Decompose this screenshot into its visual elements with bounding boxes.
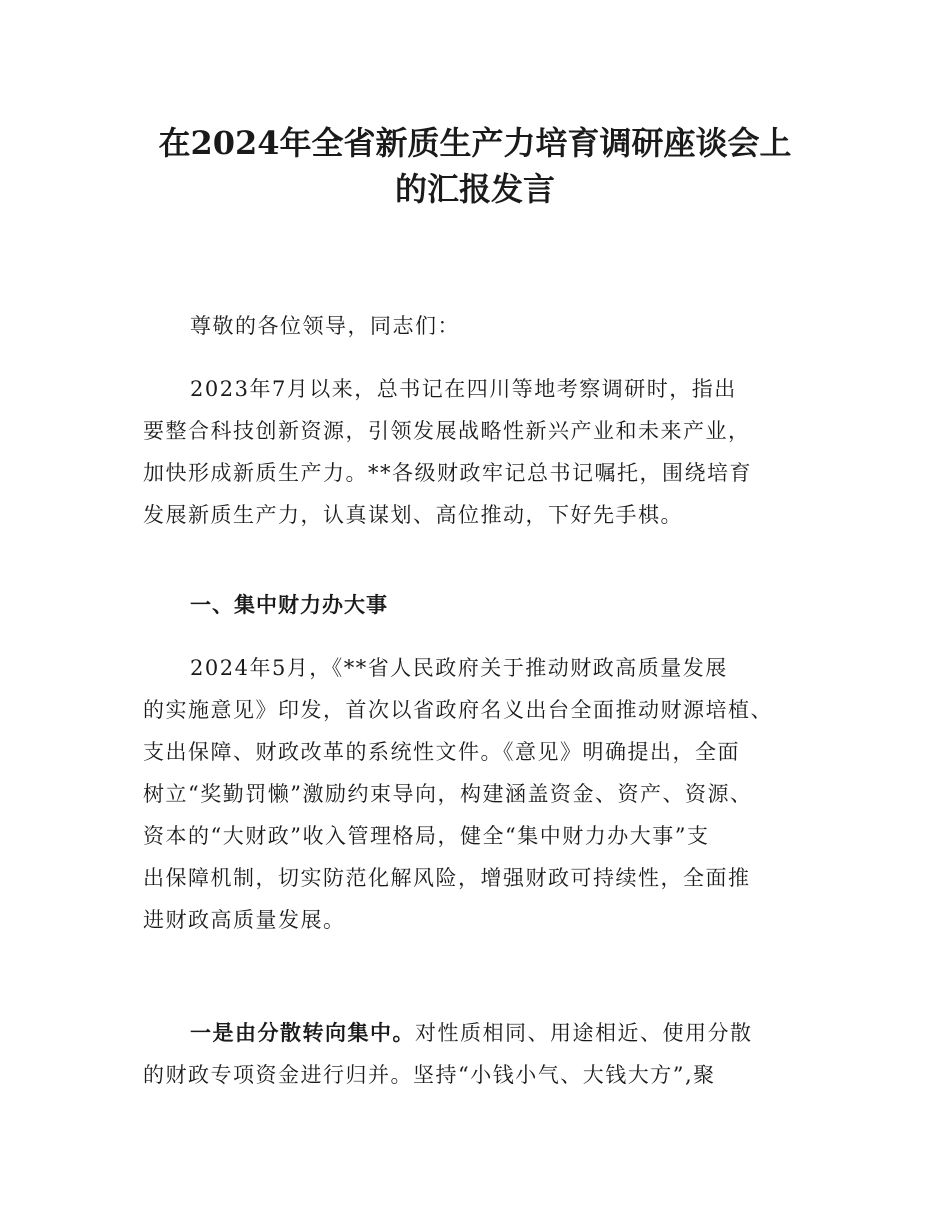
title-line-1: 在2024年全省新质生产力培育调研座谈会上 xyxy=(158,124,792,162)
document-title xyxy=(100,120,850,212)
paragraph-2-line-3: 支出保障、财政改革的系统性文件。《意见》明确提出，全面 xyxy=(143,740,740,764)
paragraph-2-line-5: 资本的“大财政”收入管理格局，健全“集中财力办大事”支 xyxy=(143,824,710,848)
paragraph-2 xyxy=(143,647,823,941)
paragraph-3-line-1 xyxy=(143,1012,823,1054)
paragraph-2-line-4: 树立“奖勤罚懒”激励约束导向，构建涵盖资金、资产、资源、 xyxy=(143,782,753,806)
section-1-heading-block xyxy=(143,584,823,626)
paragraph-2-line-1: 2024年5月，《**省人民政府关于推动财政高质量发展 xyxy=(190,656,728,680)
paragraph-1 xyxy=(143,368,823,536)
paragraph-2-line-6: 出保障机制，切实防范化解风险，增强财政可持续性，全面推 xyxy=(143,866,751,890)
paragraph-2-line-2: 的实施意见》印发，首次以省政府名义出台全面推动财源培植、 xyxy=(143,698,773,722)
paragraph-2-line-7: 进财政高质量发展。 xyxy=(143,908,346,932)
paragraph-3-lead: 一是由分散转向集中。 xyxy=(190,1021,415,1045)
paragraph-3-line-2: 的财政专项资金进行归并。坚持“小钱小气、大钱大方”,聚 xyxy=(143,1063,716,1087)
paragraph-1-line-3: 加快形成新质生产力。**各级财政牢记总书记嘱托，围绕培育 xyxy=(143,461,752,485)
paragraph-1-line-1: 2023年7月以来，总书记在四川等地考察调研时，指出 xyxy=(190,377,737,401)
salutation: 尊敬的各位领导，同志们： xyxy=(190,314,460,338)
paragraph-1-line-2: 要整合科技创新资源，引领发展战略性新兴产业和未来产业， xyxy=(143,419,751,443)
title-line-2: 的汇报发言 xyxy=(394,170,555,208)
paragraph-3-line-1-rest: 对性质相同、用途相近、使用分散 xyxy=(415,1021,753,1045)
paragraph-3 xyxy=(143,1012,823,1096)
paragraph-1-line-4: 发展新质生产力，认真谋划、高位推动，下好先手棋。 xyxy=(143,503,683,527)
section-1-heading: 一、集中财力办大事 xyxy=(190,593,388,617)
salutation-paragraph xyxy=(143,305,823,347)
